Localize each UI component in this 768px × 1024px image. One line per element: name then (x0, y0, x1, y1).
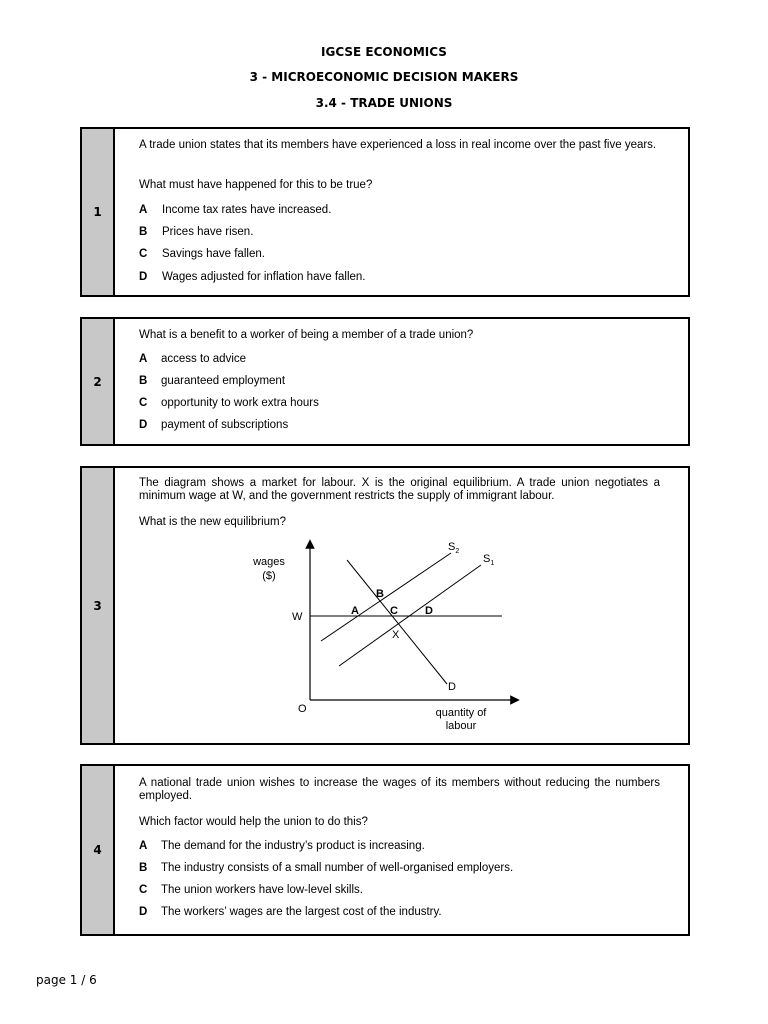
origin-label: O (298, 703, 307, 715)
option-text: Income tax rates have increased. (162, 204, 332, 216)
option-letter: B (139, 862, 148, 874)
point-a: A (351, 605, 359, 617)
question-ask: What must have happened for this to be true? (139, 179, 373, 191)
option-letter: C (139, 248, 148, 260)
option-letter: A (139, 204, 148, 216)
option-letter: D (139, 906, 148, 918)
demand-label: D (448, 681, 456, 693)
question-number: 2 (82, 319, 115, 444)
labour-market-diagram (82, 468, 688, 743)
wage-label: W (292, 611, 303, 623)
topic-title: 3.4 - TRADE UNIONS (315, 96, 453, 110)
doc-title: IGCSE ECONOMICS (321, 45, 447, 59)
point-b: B (376, 588, 384, 600)
question-4 (80, 764, 690, 936)
question-stem: A trade union states that its members have experienced a loss in real income over the past five years. (139, 139, 657, 151)
option-text: Savings have fallen. (162, 248, 265, 260)
option-text: Wages adjusted for inflation have fallen. (162, 271, 366, 283)
option-letter: A (139, 353, 148, 365)
question-number: 3 (82, 468, 115, 743)
question-ask: What is the new equilibrium? (139, 516, 287, 528)
question-stem: A national trade union wishes to increase the wages of its members without reducing the numbers employed. (139, 777, 660, 802)
option-text: The demand for the industry’s product is increasing. (161, 840, 425, 852)
point-d: D (425, 605, 433, 617)
option-text: opportunity to work extra hours (161, 397, 319, 409)
demand-curve (347, 560, 447, 684)
unit-title: 3 - MICROECONOMIC DECISION MAKERS (249, 70, 519, 84)
page-number: page 1 / 6 (36, 973, 97, 987)
option-text: Prices have risen. (162, 226, 254, 238)
option-letter: C (139, 884, 148, 896)
question-number: 4 (82, 766, 115, 934)
question-3 (80, 466, 690, 745)
option-text: guaranteed employment (161, 375, 286, 387)
s1-label: $S_1$ (483, 553, 495, 567)
supply-curve-s2 (321, 553, 451, 641)
question-stem: What is a benefit to a worker of being a member of a trade union? (139, 329, 474, 341)
question-2 (80, 317, 690, 446)
option-text: The workers’ wages are the largest cost of the industry. (161, 906, 442, 918)
option-letter: D (139, 419, 148, 431)
x-axis-label-2: labour (445, 720, 477, 732)
y-axis-label: wages (253, 556, 285, 568)
option-letter: B (139, 226, 148, 238)
option-letter: B (139, 375, 148, 387)
option-letter: A (139, 840, 148, 852)
y-axis-unit: ($) (262, 570, 276, 582)
option-letter: D (139, 271, 148, 283)
point-c: C (390, 605, 398, 617)
s2-label: $S_2$ (448, 541, 460, 555)
question-stem: The diagram shows a market for labour. X is the original equilibrium. A trade union negotiates a minimum wage at W, and the government restricts the supply of immigrant labour. (139, 477, 660, 502)
x-axis-label: quantity of (435, 707, 487, 719)
point-x: X (392, 629, 400, 641)
option-text: The industry consists of a small number of well-organised employers. (161, 862, 514, 874)
option-text: payment of subscriptions (161, 419, 289, 431)
option-text: The union workers have low-level skills. (161, 884, 363, 896)
question-ask: Which factor would help the union to do this? (139, 816, 368, 828)
question-number: 1 (82, 129, 115, 295)
option-letter: C (139, 397, 148, 409)
question-1 (80, 127, 690, 297)
option-text: access to advice (161, 353, 247, 365)
